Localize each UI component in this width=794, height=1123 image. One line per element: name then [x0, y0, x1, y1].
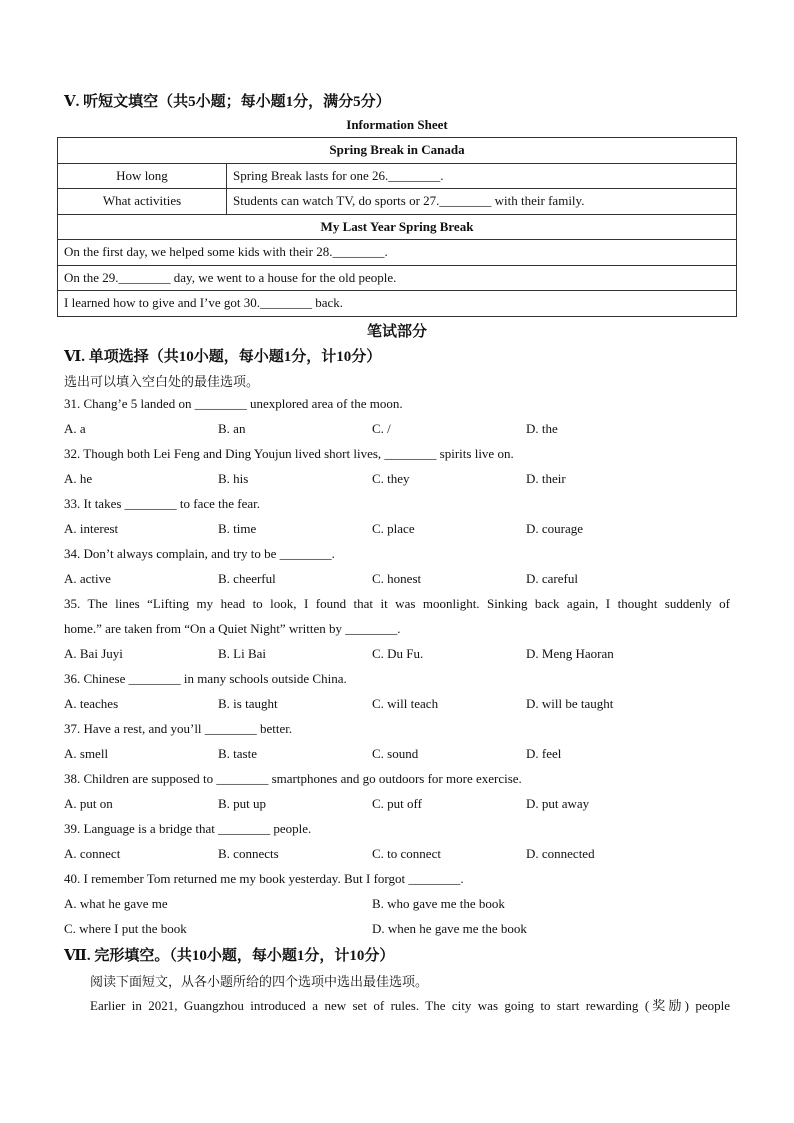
question-35-line-1: 35. The lines “Lifting my head to look, I found that it was moonlight. Sinking back again, I thought suddenly of [64, 596, 730, 611]
row-label: What activities [58, 189, 227, 215]
option-b[interactable]: B. his [218, 471, 249, 486]
option-c[interactable]: C. will teach [372, 696, 439, 711]
row-text: Students can watch TV, do sports or 27.________ with their family. [227, 189, 737, 215]
row-text: On the 29.________ day, we went to a house for the old people. [58, 265, 737, 291]
option-d[interactable]: D. the [526, 421, 558, 436]
option-c[interactable]: C. to connect [372, 846, 441, 861]
option-a[interactable]: A. active [64, 571, 111, 586]
row-text: On the first day, we helped some kids with their 28.________. [58, 240, 737, 266]
question-39: 39. Language is a bridge that ________ people. [64, 821, 312, 836]
option-a[interactable]: A. smell [64, 746, 109, 761]
question-37: 37. Have a rest, and you’ll ________ better. [64, 721, 293, 736]
option-a[interactable]: A. what he gave me [64, 896, 168, 911]
table-caption: Information Sheet [346, 117, 448, 132]
section-6-instruction: 选出可以填入空白处的最佳选项。 [64, 374, 260, 389]
question-36: 36. Chinese ________ in many schools outside China. [64, 671, 347, 686]
passage-first-line: Earlier in 2021, Guangzhou introduced a new set of rules. The city was going to start rewarding (奖励) people [90, 998, 730, 1013]
option-b[interactable]: B. Li Bai [218, 646, 267, 661]
option-d[interactable]: D. will be taught [526, 696, 614, 711]
option-c[interactable]: C. honest [372, 571, 422, 586]
written-part-heading: 笔试部分 [366, 324, 427, 340]
option-b[interactable]: B. is taught [218, 696, 278, 711]
table-row [58, 240, 737, 266]
option-d[interactable]: D. put away [526, 796, 590, 811]
option-b[interactable]: B. who gave me the book [372, 896, 505, 911]
option-d[interactable]: D. their [526, 471, 566, 486]
section-6-title: Ⅵ. 单项选择（共10小题，每小题1分，计10分） [64, 349, 382, 365]
table-row [58, 189, 737, 215]
table-header-last-year: My Last Year Spring Break [58, 214, 737, 240]
question-38: 38. Children are supposed to ________ smartphones and go outdoors for more exercise. [64, 771, 522, 786]
question-34: 34. Don’t always complain, and try to be ________. [64, 546, 335, 561]
row-text: I learned how to give and I’ve got 30.________ back. [58, 291, 737, 317]
option-c[interactable]: C. put off [372, 796, 422, 811]
table-row [58, 163, 737, 189]
question-40: 40. I remember Tom returned me my book yesterday. But I forgot ________. [64, 871, 464, 886]
table-header-canada: Spring Break in Canada [58, 138, 737, 164]
question-33: 33. It takes ________ to face the fear. [64, 496, 261, 511]
option-c[interactable]: C. / [372, 421, 391, 436]
row-text: Spring Break lasts for one 26.________. [227, 163, 737, 189]
option-a[interactable]: A. teaches [64, 696, 119, 711]
option-b[interactable]: B. connects [218, 846, 279, 861]
option-b[interactable]: B. taste [218, 746, 257, 761]
information-sheet-table [57, 137, 737, 317]
option-a[interactable]: A. a [64, 421, 86, 436]
option-d[interactable]: D. when he gave me the book [372, 921, 527, 936]
option-c[interactable]: C. place [372, 521, 415, 536]
option-d[interactable]: D. feel [526, 746, 562, 761]
question-31: 31. Chang’e 5 landed on ________ unexplored area of the moon. [64, 396, 403, 411]
row-label: How long [58, 163, 227, 189]
option-b[interactable]: B. cheerful [218, 571, 276, 586]
section-7-instruction: 阅读下面短文，从各小题所给的四个选项中选出最佳选项。 [90, 974, 429, 989]
option-d[interactable]: D. connected [526, 846, 595, 861]
option-c[interactable]: C. they [372, 471, 410, 486]
option-c[interactable]: C. sound [372, 746, 419, 761]
section-7-title: Ⅶ. 完形填空。（共10小题，每小题1分，计10分） [64, 948, 395, 964]
option-a[interactable]: A. interest [64, 521, 119, 536]
option-d[interactable]: D. courage [526, 521, 584, 536]
option-c[interactable]: C. where I put the book [64, 921, 187, 936]
table-row [58, 265, 737, 291]
option-a[interactable]: A. he [64, 471, 93, 486]
table-row [58, 291, 737, 317]
option-a[interactable]: A. put on [64, 796, 113, 811]
option-b[interactable]: B. put up [218, 796, 267, 811]
question-35-line-2: home.” are taken from “On a Quiet Night” written by ________. [64, 621, 401, 636]
option-d[interactable]: D. Meng Haoran [526, 646, 614, 661]
option-a[interactable]: A. connect [64, 846, 121, 861]
question-32: 32. Though both Lei Feng and Ding Youjun lived short lives, ________ spirits live on. [64, 446, 514, 461]
option-d[interactable]: D. careful [526, 571, 578, 586]
option-a[interactable]: A. Bai Juyi [64, 646, 123, 661]
option-c[interactable]: C. Du Fu. [372, 646, 424, 661]
option-b[interactable]: B. an [218, 421, 246, 436]
section-5-title: Ⅴ. 听短文填空（共5小题；每小题1分，满分5分） [64, 94, 391, 110]
option-b[interactable]: B. time [218, 521, 257, 536]
